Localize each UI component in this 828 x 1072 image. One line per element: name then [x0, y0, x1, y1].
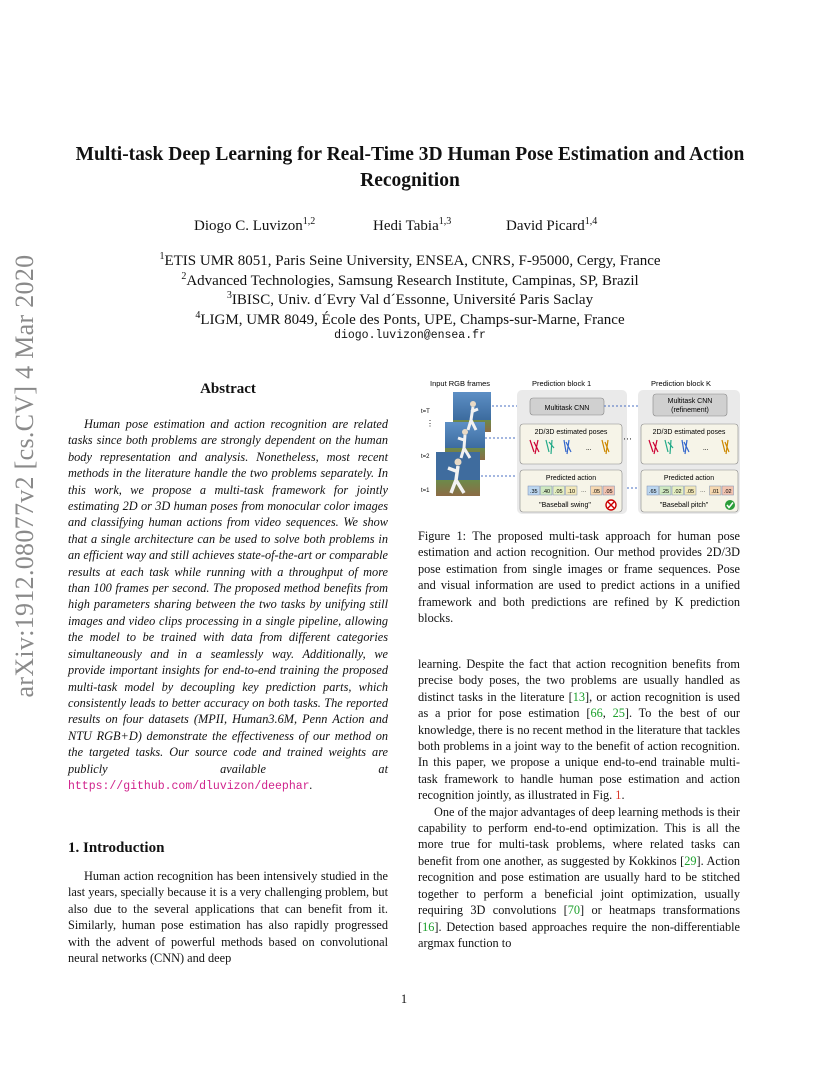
fig-poses-label-k: 2D/3D estimated poses: [652, 429, 726, 436]
fig-t-dots: ⋮: [426, 419, 434, 428]
fig-cnn1: Multitask CNN: [544, 405, 590, 412]
right-column: [418, 656, 740, 951]
fig-scores-1: [528, 486, 615, 495]
citation-66[interactable]: 66: [590, 706, 603, 721]
contact-email: diogo.luvizon@ensea.fr: [334, 329, 486, 342]
affiliation-2: $^2$Advanced Technologies, Samsung Research Institute, Campinas, SP, Brazil: [181, 271, 639, 289]
citation-16[interactable]: 16: [422, 919, 435, 934]
check-icon: [725, 500, 735, 510]
abstract-heading: Abstract: [200, 381, 256, 397]
author-1: Diogo C. Luvizon$^{1,2}$: [194, 216, 316, 234]
page-number: 1: [400, 992, 408, 1006]
affiliation-3: $^3$IBISC, Univ. d´Evry Val d´Essonne, Université Paris Saclay: [226, 290, 594, 308]
fig-t-label-2: t=2: [421, 454, 430, 460]
score-value: .05: [604, 488, 613, 495]
input-frame-stack: [436, 392, 491, 496]
abstract-body: Human pose estimation and action recognition are related tasks since both problems are strongly dependent on the human body representation and analysis. Nonetheless, most recent methods in the literature handle the two problems separately. In this work, we propose a multi-task framework for jointly estimating 2D or 3D human poses from monocular color images and classifying human actions from video sequences. We show that a single architecture can be used to solve both problems in an efficient way and still achieves state-of-the-art or comparable results at each task while running with a throughput of more than 100 frames per second. The proposed method benefits from high parameters sharing between the two tasks by unifying still images and video clips processing in a single pipeline, allowing the model to be trained with data from different categories simultaneously and in a seamlessly way. Additionally, we provide important insights for end-to-end training the proposed multi-task model by decoupling key prediction parts, which consistently leads to better accuracy on both tasks. The reported results on four datasets (MPII, Human3.6M, Penn Action and NTU RGB+D) demonstrate the effectiveness of our method on the targeted tasks. Our source code and trained weights are publicly available at https://github.com/dluvizon/deephar.: [68, 417, 388, 793]
figure-ref-1[interactable]: 1: [615, 788, 622, 803]
fig-t-label-T: t=T: [421, 409, 430, 415]
score-value: ···: [581, 488, 587, 495]
fig-block-ellipsis: ···: [623, 434, 632, 444]
score-value: ···: [700, 488, 706, 495]
score-value: .65: [648, 488, 657, 495]
affiliation-4: $^4$LIGM, UMR 8049, École des Ponts, UPE, Champs-sur-Marne, France: [195, 310, 625, 328]
section-heading-introduction: 1. Introduction: [68, 840, 165, 856]
fig-cnnk-line2: (refinement): [671, 407, 709, 414]
intro-paragraph: Human action recognition has been intensively studied in the last years, specially because it is a very challenging problem, but also due to the several applications that can benefit from it. Similarly, human pose estimation has also rapidly progressed with the advent of powerful methods based on convolutional neural networks (CNN) and deep: [68, 869, 388, 966]
fig-result-k: "Baseball pitch": [659, 502, 709, 509]
fig-scores-k: [647, 486, 734, 495]
citation-25[interactable]: 25: [612, 706, 625, 721]
score-value: .40: [542, 488, 551, 495]
fig-pose-ellipsis-1: ...: [586, 444, 592, 452]
fig-pose-ellipsis-k: ...: [703, 444, 709, 452]
score-value: .10: [567, 488, 576, 495]
citation-29[interactable]: 29: [684, 853, 697, 868]
author-2: Hedi Tabia$^{1,3}$: [373, 216, 452, 234]
affiliation-1: $^1$ETIS UMR 8051, Paris Seine University, ENSEA, CNRS, F-95000, Cergy, France: [159, 251, 661, 269]
score-value: .01: [711, 488, 720, 495]
paper-title: Multi-task Deep Learning for Real-Time 3D Human Pose Estimation and Action Recognition: [75, 144, 745, 191]
fig-cnnk-line1: Multitask CNN: [667, 398, 713, 405]
score-value: .05: [686, 488, 695, 495]
citation-70[interactable]: 70: [567, 903, 581, 918]
fig-action-label-k: Predicted action: [663, 475, 715, 482]
score-value: .35: [529, 488, 538, 495]
fig-block1-label: Prediction block 1: [532, 379, 592, 388]
score-value: .02: [723, 488, 732, 495]
score-value: .05: [554, 488, 563, 495]
author-3: David Picard$^{1,4}$: [506, 216, 598, 234]
arxiv-sidebar-stamp: arXiv:1912.08077v2 [cs.CV] 4 Mar 2020: [10, 254, 39, 698]
score-value: .25: [661, 488, 670, 495]
fig-action-label-1: Predicted action: [545, 475, 597, 482]
score-value: .05: [592, 488, 601, 495]
fig-input-label: Input RGB frames: [430, 379, 491, 388]
fig-poses-label-1: 2D/3D estimated poses: [534, 429, 608, 436]
fig-t-label-1: t=1: [421, 488, 430, 494]
citation-13[interactable]: 13: [572, 689, 585, 704]
figure-1-caption: Figure 1: The proposed multi-task approach for human pose estimation and action recognition. Our method provides 2D/3D pose estimation from single images or frame sequences. Pose and visual information are used to predict actions in a unified framework and both predictions are refined by K prediction blocks.: [418, 529, 740, 626]
paragraph-1: learning. Despite the fact that action recognition benefits from precise body poses, the two problems are usually handled as distinct tasks in the literature [13], or action recognition is used as a prior for pose estimation [66, 25]. To the best of our knowledge, there is no recent method in the literature that tackles both problems in a joint way to the benefit of action recognition. In this paper, we propose a unique end-to-end trainable multi-task framework to handle human pose estimation and action recognition jointly, as illustrated in Fig. 1.: [418, 657, 741, 803]
source-code-link[interactable]: https://github.com/dluvizon/deephar: [68, 779, 310, 793]
fig-result-1: "Baseball swing": [539, 502, 591, 509]
paragraph-2: One of the major advantages of deep learning methods is their capability to perform end-to-end optimization. This is all the more true for multi-task problems, where related tasks can benefit from one another, as suggested by Kokkinos [29]. Action recognition and pose estimation are usually hard to be stitched together to perform a beneficial joint optimization, usually requiring 3D convolutions [70] or heatmaps transformations [16]. Detection based approaches require the non-differentiable argmax function to: [418, 804, 740, 950]
score-value: .02: [673, 488, 682, 495]
figure-1-diagram: [418, 376, 740, 516]
author-list: [0, 216, 828, 240]
fig-blockk-label: Prediction block K: [651, 379, 712, 388]
